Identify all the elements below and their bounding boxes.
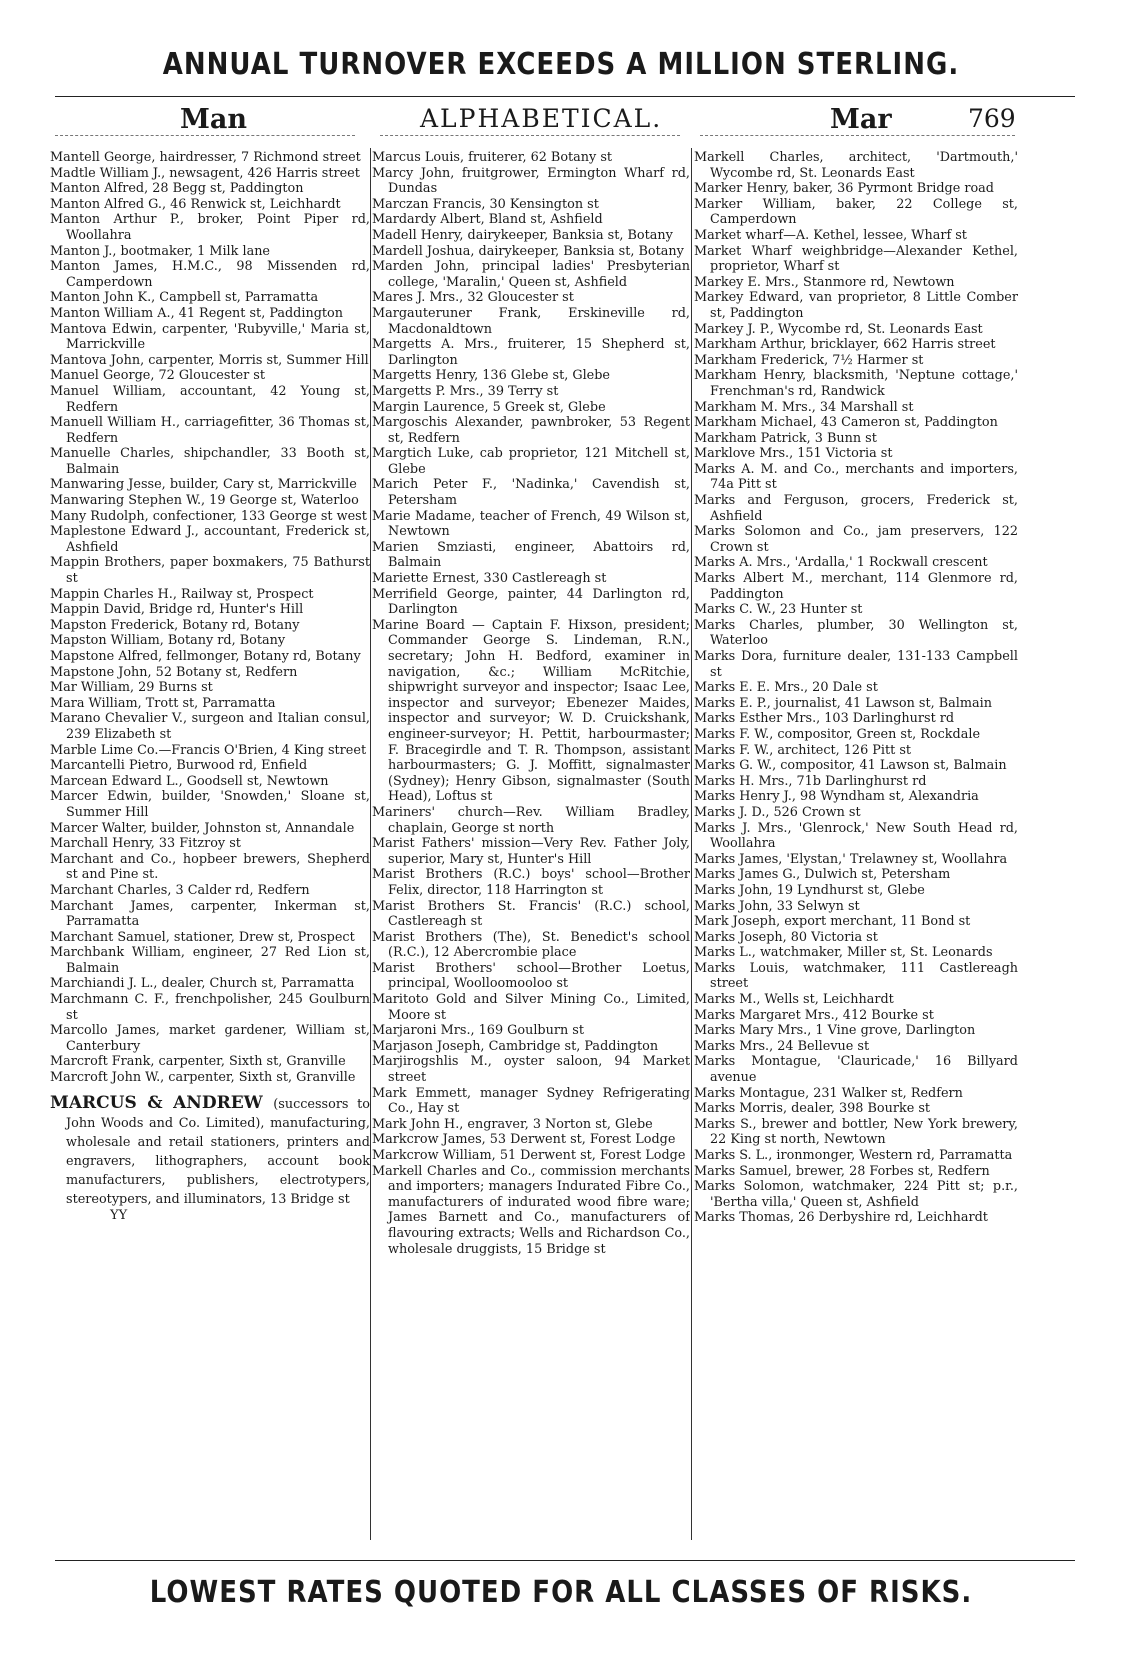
directory-entry: Marks F. W., architect, 126 Pitt st: [694, 742, 912, 758]
directory-entry: Marchant and Co., hopbeer brewers, Shepherd st and Pine st.: [50, 851, 370, 883]
directory-entry: Marcus Louis, fruiterer, 62 Botany st: [372, 150, 613, 165]
directory-entry: Marks Morris, dealer, 398 Bourke st: [694, 1101, 931, 1117]
directory-entry: Mariette Ernest, 330 Castlereagh st: [372, 571, 607, 587]
directory-column-3: [694, 150, 1018, 1550]
directory-entry: Marble Lime Co.—Francis O'Brien, 4 King street: [50, 742, 367, 758]
directory-entry: Mares J. Mrs., 32 Gloucester st: [372, 290, 574, 306]
directory-entry: Marks Samuel, brewer, 28 Forbes st, Redfern: [694, 1163, 990, 1179]
directory-entry: Markey Edward, van proprietor, 8 Little Comber st, Paddington: [694, 290, 1018, 321]
header-left-word: Man: [180, 104, 248, 135]
directory-entry: Markham Frederick, 7½ Harmer st: [694, 352, 924, 368]
directory-entry: Mark Emmett, manager Sydney Refrigerating Co., Hay st: [372, 1085, 690, 1117]
directory-entry: Marcer Edwin, builder, 'Snowden,' Sloane st, Summer Hill: [50, 789, 370, 820]
directory-entry: Marcollo James, market gardener, William st, Canterbury: [50, 1023, 370, 1054]
directory-entry: Manton J., bootmaker, 1 Milk lane: [50, 243, 271, 259]
page-number: 769: [968, 104, 1016, 133]
directory-entry: Mara William, Trott st, Parramatta: [50, 695, 276, 711]
directory-entry: Marks Margaret Mrs., 412 Bourke st: [694, 1007, 934, 1023]
directory-entry: Market wharf—A. Kethel, lessee, Wharf st: [694, 227, 967, 243]
directory-entry: Marchmann C. F., frenchpolisher, 245 Goulburn st: [50, 992, 370, 1023]
directory-entry: Marks F. W., compositor, Green st, Rockdale: [694, 726, 981, 742]
directory-entry: Marks Mrs., 24 Bellevue st: [694, 1038, 870, 1054]
header-dash-center: [380, 135, 680, 136]
directory-entry: Marchant Charles, 3 Calder rd, Redfern: [50, 882, 310, 898]
directory-entry: Marcantelli Pietro, Burwood rd, Enfield: [50, 758, 308, 774]
directory-entry: Marks Mary Mrs., 1 Vine grove, Darlington: [694, 1023, 976, 1039]
directory-entry: Marker Henry, baker, 36 Pyrmont Bridge road: [694, 181, 994, 197]
directory-entry: Marchiandi J. L., dealer, Church st, Parramatta: [50, 976, 355, 992]
directory-entry: Marcer Walter, builder, Johnston st, Annandale: [50, 820, 355, 836]
directory-entry: Markham Arthur, bricklayer, 662 Harris street: [694, 337, 996, 353]
directory-column-2: [372, 150, 690, 1550]
directory-entry: Manwaring Stephen W., 19 George st, Waterloo: [50, 493, 359, 509]
directory-entry: Marks Thomas, 26 Derbyshire rd, Leichhardt: [694, 1210, 988, 1226]
directory-entry: Marcroft Frank, carpenter, Sixth st, Granville: [50, 1054, 346, 1070]
directory-entry: Marks Solomon and Co., jam preservers, 122 Crown st: [694, 524, 1018, 555]
directory-entry: Mappin Charles H., Railway st, Prospect: [50, 586, 314, 602]
directory-entry: Manton William A., 41 Regent st, Paddington: [50, 305, 343, 321]
directory-entry: Marjaroni Mrs., 169 Goulburn st: [372, 1023, 584, 1039]
directory-entry: Markey E. Mrs., Stanmore rd, Newtown: [694, 274, 955, 290]
top-banner: ANNUAL TURNOVER EXCEEDS A MILLION STERLING.: [162, 47, 960, 83]
directory-entry: Margauteruner Frank, Erskineville rd, Macdonaldtown: [372, 305, 690, 337]
directory-entry: Marks C. W., 23 Hunter st: [694, 602, 863, 618]
directory-entry: Marks and Ferguson, grocers, Frederick st, Ashfield: [694, 493, 1018, 524]
directory-entry: Marich Peter F., 'Nadinka,' Cavendish st, Petersham: [372, 477, 690, 509]
directory-entry: Marchbank William, engineer, 27 Red Lion st, Balmain: [50, 945, 370, 976]
directory-entry: Manwaring Jesse, builder, Cary st, Marrickville: [50, 477, 357, 493]
directory-entry: Mapstone John, 52 Botany st, Redfern: [50, 664, 298, 680]
directory-entry: Marks S., brewer and bottler, New York brewery, 22 King st north, Newtown: [694, 1116, 1018, 1148]
column-divider-2: [691, 148, 692, 1540]
directory-entry: Maplestone Edward J., accountant, Frederick st, Ashfield: [50, 524, 370, 555]
directory-entry: Manuell William H., carriagefitter, 36 Thomas st, Redfern: [50, 415, 370, 446]
directory-entry: Margetts P. Mrs., 39 Terry st: [372, 383, 559, 399]
directory-entry: Marks Joseph, 80 Victoria st: [694, 929, 878, 945]
directory-entry: Marks A. M. and Co., merchants and importers, 74a Pitt st: [694, 461, 1018, 493]
directory-entry: Margetts Henry, 136 Glebe st, Glebe: [372, 368, 611, 384]
directory-entry: Mappin David, Bridge rd, Hunter's Hill: [50, 602, 304, 618]
directory-entry: Many Rudolph, confectioner, 133 George st west: [50, 508, 367, 524]
directory-entry: Mantova John, carpenter, Morris st, Summer Hill: [50, 352, 369, 368]
directory-entry: Marks G. W., compositor, 41 Lawson st, Balmain: [694, 758, 1007, 774]
directory-entry: Mantell George, hairdresser, 7 Richmond street: [50, 150, 361, 165]
directory-entry: Marks Albert M., merchant, 114 Glenmore rd, Paddington: [694, 571, 1018, 602]
directory-entry: Manton Alfred G., 46 Renwick st, Leichhardt: [50, 196, 341, 212]
directory-entry: Manton Arthur P., broker, Point Piper rd, Woollahra: [50, 212, 370, 243]
directory-entry: Markell Charles, architect, 'Dartmouth,' Wycombe rd, St. Leonards East: [694, 150, 1018, 181]
directory-column-1: [50, 150, 370, 1550]
bottom-rule: [55, 1560, 1075, 1561]
directory-entry: Marist Fathers' mission—Very Rev. Father Joly, superior, Mary st, Hunter's Hill: [372, 836, 690, 867]
directory-entry: Marks Montague, 'Clauricade,' 16 Billyard avenue: [694, 1054, 1018, 1086]
directory-entry: Marchant James, carpenter, Inkerman st, Parramatta: [50, 898, 370, 930]
advertiser-details: (successors to John Woods and Co. Limited), manufacturing, wholesale and retail stationers, printers and engravers, lithographers, account book manufacturers, publishers, electrotypers, stereotypers, and illuminators, 13 Bridge st: [66, 1096, 370, 1207]
directory-entry: Marist Brothers' school—Brother Loetus, principal, Woolloomooloo st: [372, 960, 690, 992]
directory-entry: Manuel William, accountant, 42 Young st, Redfern: [50, 383, 370, 415]
directory-entry: Mark Joseph, export merchant, 11 Bond st: [694, 914, 971, 930]
directory-entry: Maritoto Gold and Silver Mining Co., Limited, Moore st: [372, 992, 690, 1023]
directory-entry: Madtle William J., newsagent, 426 Harris street: [50, 165, 360, 181]
directory-entry: Marine Board — Captain F. Hixson, president; Commander George S. Lindeman, R.N., secretary; John H. Bedford, examiner in navigation, &c.; William McRitchie, shipwright surveyor and inspector; Isaac Lee, inspector and surveyor; Ebenezer Maides, inspector and surveyor; W. D. Cruickshank, engineer-surveyor; H. Pettit, harbourmaster; F. Bracegirdle and T. R. Thompson, assistant harbourmasters; G. J. Moffitt, signalmaster (Sydney); Henry Gibson, signalmaster (South Head), Loftus st: [372, 617, 690, 805]
directory-entry: Marks James, 'Elystan,' Trelawney st, Woollahra: [694, 851, 1008, 867]
directory-entry: Margtich Luke, cab proprietor, 121 Mitchell st, Glebe: [372, 446, 690, 477]
directory-entry: Manuel George, 72 Gloucester st: [50, 368, 265, 384]
directory-entry: Marcroft John W., carpenter, Sixth st, Granville: [50, 1070, 356, 1086]
directory-entry: Marchant Samuel, stationer, Drew st, Prospect: [50, 929, 355, 945]
column-divider-1: [370, 148, 371, 1540]
directory-entry: Marker William, baker, 22 College st, Camperdown: [694, 196, 1018, 228]
directory-entry: Manuelle Charles, shipchandler, 33 Booth st, Balmain: [50, 446, 370, 477]
directory-entry: Marks J. D., 526 Crown st: [694, 804, 861, 820]
directory-entry: Marks S. L., ironmonger, Western rd, Parramatta: [694, 1148, 1013, 1163]
directory-entry: Marks James G., Dulwich st, Petersham: [694, 867, 951, 883]
directory-entry: Marist Brothers (R.C.) boys' school—Brother Felix, director, 118 Harrington st: [372, 867, 690, 898]
directory-entry: Markell Charles and Co., commission merchants and importers; managers Indurated Fibre Co., manufacturers of indurated wood fibre ware; James Barnett and Co., manufacturers of flavouring extracts; Wells and Richardson Co., wholesale druggists, 15 Bridge st: [372, 1163, 690, 1257]
directory-entry: Mark John H., engraver, 3 Norton st, Glebe: [372, 1116, 653, 1132]
directory-entry: Mapstone Alfred, fellmonger, Botany rd, Botany: [50, 649, 361, 664]
directory-entry: Market Wharf weighbridge—Alexander Kethel, proprietor, Wharf st: [694, 243, 1018, 275]
directory-entry: Marks H. Mrs., 71b Darlinghurst rd: [694, 773, 927, 789]
directory-entry: Marks Esther Mrs., 103 Darlinghurst rd: [694, 711, 955, 727]
header-dash-right: [700, 135, 1015, 136]
directory-entry: Mappin Brothers, paper boxmakers, 75 Bathurst st: [50, 555, 370, 587]
directory-entry: Markham Michael, 43 Cameron st, Paddington: [694, 415, 998, 431]
directory-entry: Marien Smziasti, engineer, Abattoirs rd, Balmain: [372, 539, 690, 571]
directory-entry: Markey J. P., Wycombe rd, St. Leonards East: [694, 321, 983, 337]
directory-entry: Madell Henry, dairykeeper, Banksia st, Botany: [372, 227, 673, 243]
header-dash-left: [55, 135, 355, 136]
directory-entry: Mapston William, Botany rd, Botany: [50, 633, 286, 649]
bottom-banner: LOWEST RATES QUOTED FOR ALL CLASSES OF RISKS.: [149, 1575, 973, 1611]
directory-entry: Marist Brothers St. Francis' (R.C.) school, Castlereagh st: [372, 898, 690, 930]
directory-entry: Marcean Edward L., Goodsell st, Newtown: [50, 773, 329, 789]
directory-entry: Marist Brothers (The), St. Benedict's school (R.C.), 12 Abercrombie place: [372, 929, 690, 961]
directory-entry: Mapston Frederick, Botany rd, Botany: [50, 617, 300, 633]
directory-entry: Marklove Mrs., 151 Victoria st: [694, 446, 893, 462]
directory-entry: Marjason Joseph, Cambridge st, Paddington: [372, 1038, 659, 1054]
directory-entry: Marks Henry J., 98 Wyndham st, Alexandria: [694, 789, 979, 805]
directory-entry: Marano Chevalier V., surgeon and Italian consul, 239 Elizabeth st: [50, 711, 370, 742]
directory-entry: Marks Montague, 231 Walker st, Redfern: [694, 1085, 963, 1101]
top-rule: [55, 96, 1075, 97]
directory-entry: Marks J. Mrs., 'Glenrock,' New South Head rd, Woollahra: [694, 820, 1018, 852]
directory-entry: Marks Solomon, watchmaker, 224 Pitt st; p.r., 'Bertha villa,' Queen st, Ashfield: [694, 1179, 1018, 1210]
directory-entry: Marks L., watchmaker, Miller st, St. Leonards: [694, 945, 993, 961]
directory-entry: Marks E. E. Mrs., 20 Dale st: [694, 680, 878, 696]
signature-mark: YY: [110, 1207, 128, 1223]
header-center-title: ALPHABETICAL.: [420, 104, 663, 133]
directory-entry: Marcy John, fruitgrower, Ermington Wharf rd, Dundas: [372, 165, 690, 197]
directory-entry: Mardardy Albert, Bland st, Ashfield: [372, 212, 603, 228]
directory-entry: Mariners' church—Rev. William Bradley, chaplain, George st north: [372, 804, 690, 836]
directory-entry: Markham M. Mrs., 34 Marshall st: [694, 399, 914, 415]
advertiser-name: MARCUS & ANDREW: [50, 1092, 263, 1113]
directory-entry: Marie Madame, teacher of French, 49 Wilson st, Newtown: [372, 508, 690, 540]
directory-entry: Markcrow William, 51 Derwent st, Forest Lodge: [372, 1148, 686, 1163]
header-right-word: Mar: [830, 104, 892, 135]
directory-entry: Marden John, principal ladies' Presbyterian college, 'Maralin,' Queen st, Ashfield: [372, 259, 690, 290]
directory-entry: Marchall Henry, 33 Fitzroy st: [50, 836, 241, 852]
directory-entry: Merrifield George, painter, 44 Darlington rd, Darlington: [372, 586, 690, 618]
directory-entry: Marks E. P., journalist, 41 Lawson st, Balmain: [694, 695, 992, 711]
directory-entry: Markcrow James, 53 Derwent st, Forest Lodge: [372, 1132, 676, 1148]
directory-entry: Manton John K., Campbell st, Parramatta: [50, 290, 319, 306]
directory-entry: Mardell Joshua, dairykeeper, Banksia st, Botany: [372, 243, 684, 259]
directory-entry: Manton James, H.M.C., 98 Missenden rd, Camperdown: [50, 259, 370, 290]
directory-entry: Margetts A. Mrs., fruiterer, 15 Shepherd st, Darlington: [372, 337, 690, 368]
directory-entry: Marjirogshlis M., oyster saloon, 94 Market street: [372, 1054, 690, 1086]
directory-entry: Marks Dora, furniture dealer, 131-133 Campbell st: [694, 649, 1018, 680]
directory-entry: Mantova Edwin, carpenter, 'Rubyville,' Maria st, Marrickville: [50, 321, 370, 353]
directory-entry: Margin Laurence, 5 Greek st, Glebe: [372, 399, 606, 415]
directory-entry: Marks Charles, plumber, 30 Wellington st, Waterloo: [694, 617, 1018, 649]
directory-entry: Marks M., Wells st, Leichhardt: [694, 992, 894, 1008]
directory-entry: Mar William, 29 Burns st: [50, 680, 213, 696]
directory-entry: Marks Louis, watchmaker, 111 Castlereagh street: [694, 960, 1018, 992]
advertiser-entry: [50, 1094, 370, 1208]
directory-entry: Markham Patrick, 3 Bunn st: [694, 430, 877, 446]
directory-entry: Margoschis Alexander, pawnbroker, 53 Regent st, Redfern: [372, 415, 690, 446]
directory-entry: Marks John, 19 Lyndhurst st, Glebe: [694, 882, 925, 898]
directory-entry: Markham Henry, blacksmith, 'Neptune cottage,' Frenchman's rd, Randwick: [694, 368, 1018, 399]
directory-entry: Marks John, 33 Selwyn st: [694, 898, 860, 914]
directory-entry: Marks A. Mrs., 'Ardalla,' 1 Rockwall crescent: [694, 555, 988, 571]
directory-entry: Manton Alfred, 28 Begg st, Paddington: [50, 181, 304, 197]
directory-entry: Marczan Francis, 30 Kensington st: [372, 196, 599, 212]
